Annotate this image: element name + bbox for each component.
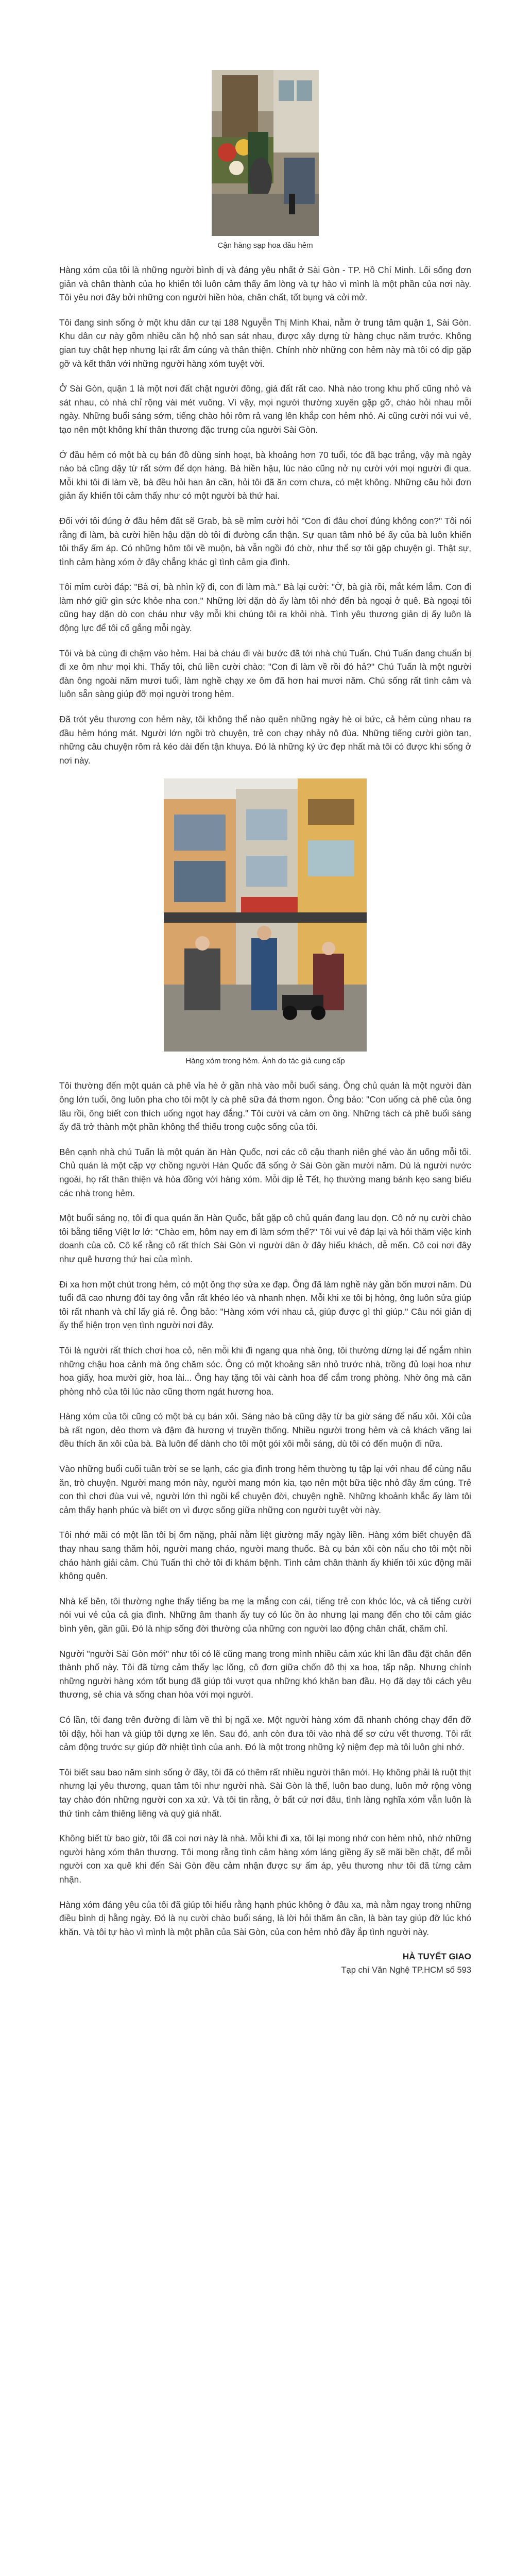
paragraph: Người "người Sài Gòn mới" như tôi có lẽ cũng mang trong mình nhiều cảm xúc khi lần đầu đặt chân đến thành phố này. Tôi đã từng cảm thấy lạc lõng, cô đơn giữa chốn đô thị xa hoa, tấp nập. Nhưng chính những người hàng xóm tốt bụng đã giúp tôi vượt qua những khó khăn ban đầu. Họ đã dạy tôi cách yêu thương, sẻ chia và sống chan hòa với mọi người.: [59, 1648, 471, 1700]
paragraph: Đi xa hơn một chút trong hẻm, có một ông thợ sửa xe đạp. Ông đã làm nghề này gần bốn mươi năm. Dù tuổi đã cao nhưng đôi tay ông vẫn rất khéo léo và nhanh nhẹn. Mỗi khi xe tôi bị hỏng, ông luôn sửa giúp tôi rất nhanh và chỉ lấy giá rẻ. Ông bảo: "Hàng xóm với nhau cả, giúp được gì thì giúp." Câu nói giản dị ấy thể hiện trọn vẹn tình người nơi đây.: [59, 1279, 471, 1331]
alley-neighbors-photo: [164, 778, 367, 1052]
paragraph: Tôi nhớ mãi có một lần tôi bị ốm nặng, phải nằm liệt giường mấy ngày liền. Hàng xóm biết chuyện đã thay nhau sang thăm hỏi, người mang cháo, người mang thuốc. Bà cụ bán xôi còn nấu cho tôi một nồi cháo hành giải cảm. Chú Tuấn thì chở tôi đi khám bệnh. Tình cảm chân thành ấy khiến tôi xúc động mãi không quên.: [59, 1530, 471, 1582]
paragraph: Đã trót yêu thương con hẻm này, tôi không thể nào quên những ngày hè oi bức, cả hẻm cùng nhau ra đầu hẻm hóng mát. Người lớn ngồi trò chuyện, trẻ con chạy nhảy nô đùa. Những tiếng cười giòn tan, những câu chuyện rôm rả kéo dài đến tận khuya. Đó là những ký ức đẹp nhất mà tôi có được khi sống ở nơi này.: [59, 714, 471, 766]
flower-stall-photo: [212, 70, 319, 236]
paragraph: Nhà kế bên, tôi thường nghe thấy tiếng ba mẹ la mắng con cái, tiếng trẻ con khóc lóc, và cả tiếng cười nói vui vẻ của cả gia đình. Những âm thanh ấy tuy có lúc ồn ào nhưng lại mang đến cho tôi cảm giác bình yên, gần gũi. Đó là nhịp sống đời thường của những con người lao động chân chất, chăm chỉ.: [59, 1596, 471, 1634]
article-signature: [59, 1950, 471, 1977]
paragraph: Tôi là người rất thích chơi hoa cỏ, nên mỗi khi đi ngang qua nhà ông, tôi thường dừng lại để ngắm nhìn những chậu hoa cảnh mà ông chăm sóc. Ông có một khoảng sân nhỏ trước nhà, trồng đủ loại hoa như hoa giấy, hoa mười giờ, hoa lài... Ông hay tặng tôi vài cành hoa để cắm trong phòng. Nhờ ông mà căn phòng nhỏ của tôi lúc nào cũng thơm ngát hương hoa.: [59, 1345, 471, 1397]
figure-1: [59, 70, 471, 250]
paragraph: Một buổi sáng nọ, tôi đi qua quán ăn Hàn Quốc, bắt gặp cô chủ quán đang lau dọn. Cô nở nụ cười chào tôi bằng tiếng Việt lơ lớ: "Chào em, hôm nay em đi làm sớm thế?" Tôi vui vẻ đáp lại và hỏi thăm việc kinh doanh của cô. Cô kể rằng cô rất thích Sài Gòn vì người dân ở đây hiếu khách, dễ mến. Cô coi nơi đây như quê hương thứ hai của mình.: [59, 1213, 471, 1264]
author-name: HÀ TUYẾT GIAO: [402, 1952, 471, 1962]
figure-2: [59, 778, 471, 1065]
paragraph: Tôi đang sinh sống ở một khu dân cư tại 188 Nguyễn Thị Minh Khai, nằm ở trung tâm quận 1, Sài Gòn. Khu dân cư này gồm nhiều căn hộ nhỏ san sát nhau, được xây dựng từ hàng chục năm trước. Không gian tuy chật hẹp nhưng lại rất ấm cúng và thân thiện. Chính nhờ những con hẻm này mà tôi có dịp gặp gỡ và kết thân với những người hàng xóm tuyệt vời.: [59, 317, 471, 369]
paragraph: Có lần, tôi đang trên đường đi làm về thì bị ngã xe. Một người hàng xóm đã nhanh chóng chạy đến đỡ tôi dậy, hỏi han và giúp tôi dựng xe lên. Sau đó, anh còn đưa tôi vào nhà để sơ cứu vết thương. Tôi rất cảm động trước sự giúp đỡ nhiệt tình của anh. Đó là một trong những kỷ niệm đẹp mà tôi luôn ghi nhớ.: [59, 1714, 471, 1753]
paragraph: Ở Sài Gòn, quận 1 là một nơi đất chật người đông, giá đất rất cao. Nhà nào trong khu phố cũng nhỏ và sát nhau, có nhà chỉ rộng vài mét vuông. Vì vậy, mọi người thường xuyên gặp gỡ, chào hỏi nhau mỗi ngày. Những buổi sáng sớm, tiếng chào hỏi rôm rả vang lên khắp con hẻm nhỏ. Ai cũng cười nói vui vẻ, tạo nên một không khí thân thương đặc trưng của người Sài Gòn.: [59, 383, 471, 435]
paragraph: Hàng xóm của tôi là những người bình dị và đáng yêu nhất ở Sài Gòn - TP. Hồ Chí Minh. Lối sống đơn giản và chân thành của họ khiến tôi luôn cảm thấy ấm lòng và tự hào vì mình là một phần của nơi này. Tôi yêu nơi đây bởi những con người hiền hòa, chân chất, tốt bụng và cởi mở.: [59, 265, 471, 303]
paragraph: Không biết từ bao giờ, tôi đã coi nơi này là nhà. Mỗi khi đi xa, tôi lại mong nhớ con hẻm nhỏ, nhớ những người hàng xóm thân thương. Tôi mong rằng tình cảm hàng xóm láng giềng ấy sẽ mãi bền chặt, để mỗi người con xa quê khi đến Sài Gòn đều cảm nhận được sự ấm áp, yêu thương như tôi đã từng cảm nhận.: [59, 1833, 471, 1885]
paragraph: Tôi mỉm cười đáp: "Bà ơi, bà nhìn kỹ đi, con đi làm mà." Bà lại cười: "Ờ, bà già rồi, mắt kém lắm. Con đi làm nhớ giữ gìn sức khỏe nha con." Những lời dặn dò ấy làm tôi nhớ đến bà ngoại ở quê. Bà ngoại tôi cũng hay dặn dò con cháu như vậy mỗi khi chúng tôi ra khỏi nhà. Tình yêu thương giản dị ấy luôn là động lực để tôi cố gắng mỗi ngày.: [59, 582, 471, 634]
paragraph: Ở đầu hẻm có một bà cụ bán đồ dùng sinh hoạt, bà khoảng hơn 70 tuổi, tóc đã bạc trắng, vậy mà ngày nào bà cũng dậy từ rất sớm để dọn hàng. Bà hiền hậu, lúc nào cũng nở nụ cười với mọi người đi qua. Mỗi khi tôi đi làm về, bà đều hỏi han ân cần, hỏi tôi đã ăn cơm chưa, có mệt không. Những câu hỏi đơn giản ấy khiến tôi cảm thấy như có một người bà thứ hai.: [59, 449, 471, 501]
author-source: Tạp chí Văn Nghệ TP.HCM số 593: [341, 1965, 471, 1975]
paragraph: Bên cạnh nhà chú Tuấn là một quán ăn Hàn Quốc, nơi các cô cậu thanh niên ghé vào ăn uống mỗi tối. Chủ quán là một cặp vợ chồng người Hàn Quốc đã sống ở Sài Gòn gần mười năm. Dù là người nước ngoài, họ rất thân thiện và hòa đồng với hàng xóm. Mỗi dịp lễ Tết, họ thường mang bánh kẹo sang biếu các nhà trong hẻm.: [59, 1146, 471, 1198]
figure-caption: Cận hàng sạp hoa đầu hẻm: [217, 241, 313, 250]
paragraph: Tôi và bà cùng đi chậm vào hẻm. Hai bà cháu đi vài bước đã tới nhà chú Tuấn. Chú Tuấn đang chuẩn bị đi xe ôm như mọi khi. Thấy tôi, chú liền cười chào: "Con đi làm về rồi đó hả?" Chú Tuấn là một người đàn ông ngoài năm mươi tuổi, làm nghề chạy xe ôm đã hơn hai mươi năm. Chú sống rất tình cảm và luôn sẵn sàng giúp đỡ mọi người trong hẻm.: [59, 648, 471, 700]
figure-caption: Hàng xóm trong hẻm. Ảnh do tác giả cung cấp: [185, 1057, 345, 1066]
paragraph: Tôi thường đến một quán cà phê vỉa hè ở gần nhà vào mỗi buổi sáng. Ông chủ quán là một người đàn ông lớn tuổi, ông luôn pha cho tôi một ly cà phê sữa đá thơm ngon. Ông bảo: "Con uống cà phê của ông lâu rồi, ông biết con thích uống ngọt hay đắng." Tôi cười và cảm ơn ông. Những tách cà phê buổi sáng ấy đã trở thành một phần không thể thiếu trong cuộc sống của tôi.: [59, 1080, 471, 1132]
paragraph: Hàng xóm của tôi cũng có một bà cụ bán xôi. Sáng nào bà cũng dậy từ ba giờ sáng để nấu xôi. Xôi của bà rất ngon, dẻo thơm và đậm đà hương vị truyền thống. Nhiều người trong hẻm và cả khách vãng lai đều thích ăn xôi của bà. Bà luôn để dành cho tôi một gói xôi mỗi sáng, dù tôi có đến muộn đi nữa.: [59, 1411, 471, 1449]
article: [59, 0, 471, 1977]
paragraph: Tôi biết sau bao năm sinh sống ở đây, tôi đã có thêm rất nhiều người thân mới. Họ không phải là ruột thịt nhưng lại yêu thương, quan tâm tôi như người nhà. Sài Gòn là thế, luôn bao dung, luôn mở rộng vòng tay chào đón những người con xa xứ. Và tôi tin rằng, ở bất cứ nơi đâu, tình làng nghĩa xóm vẫn luôn là thứ tình cảm thiêng liêng và quý giá nhất.: [59, 1767, 471, 1819]
paragraph: Hàng xóm đáng yêu của tôi đã giúp tôi hiểu rằng hạnh phúc không ở đâu xa, mà nằm ngay trong những điều bình dị hằng ngày. Đó là nụ cười chào buổi sáng, là lời hỏi thăm ân cần, là bàn tay giúp đỡ lúc khó khăn. Và tôi tự hào vì mình là một phần của Sài Gòn, của con hẻm nhỏ đầy ắp tình người này.: [59, 1899, 471, 1937]
paragraph: Đối với tôi đúng ở đầu hẻm đất sẽ Grab, bà sẽ mỉm cười hỏi "Con đi đâu chơi đúng không con?" Tôi nói rằng đi làm, bà cười hiền hậu dặn dò tôi đi đường cẩn thận. Sự quan tâm nhỏ bé ấy của bà luôn khiến tôi thấy ấm áp. Có những hôm tôi về muộn, bà vẫn ngồi đó chờ, như thể sợ tôi gặp chuyện gì. Thật sự, tình cảm hàng xóm ở đây chẳng khác gì tình cảm gia đình.: [59, 515, 471, 567]
paragraph: Vào những buổi cuối tuần trời se se lạnh, các gia đình trong hẻm thường tụ tập lại với nhau để cùng nấu ăn, trò chuyện. Người mang món này, người mang món kia, tạo nên một bữa tiệc nhỏ đầy ấm cúng. Trẻ con thì chơi đùa vui vẻ, người lớn thì ngồi kể chuyện đời, chuyện nghề. Những khoảnh khắc ấy làm tôi cảm thấy hạnh phúc và biết ơn vì được sống giữa những con người tuyệt vời này.: [59, 1464, 471, 1515]
